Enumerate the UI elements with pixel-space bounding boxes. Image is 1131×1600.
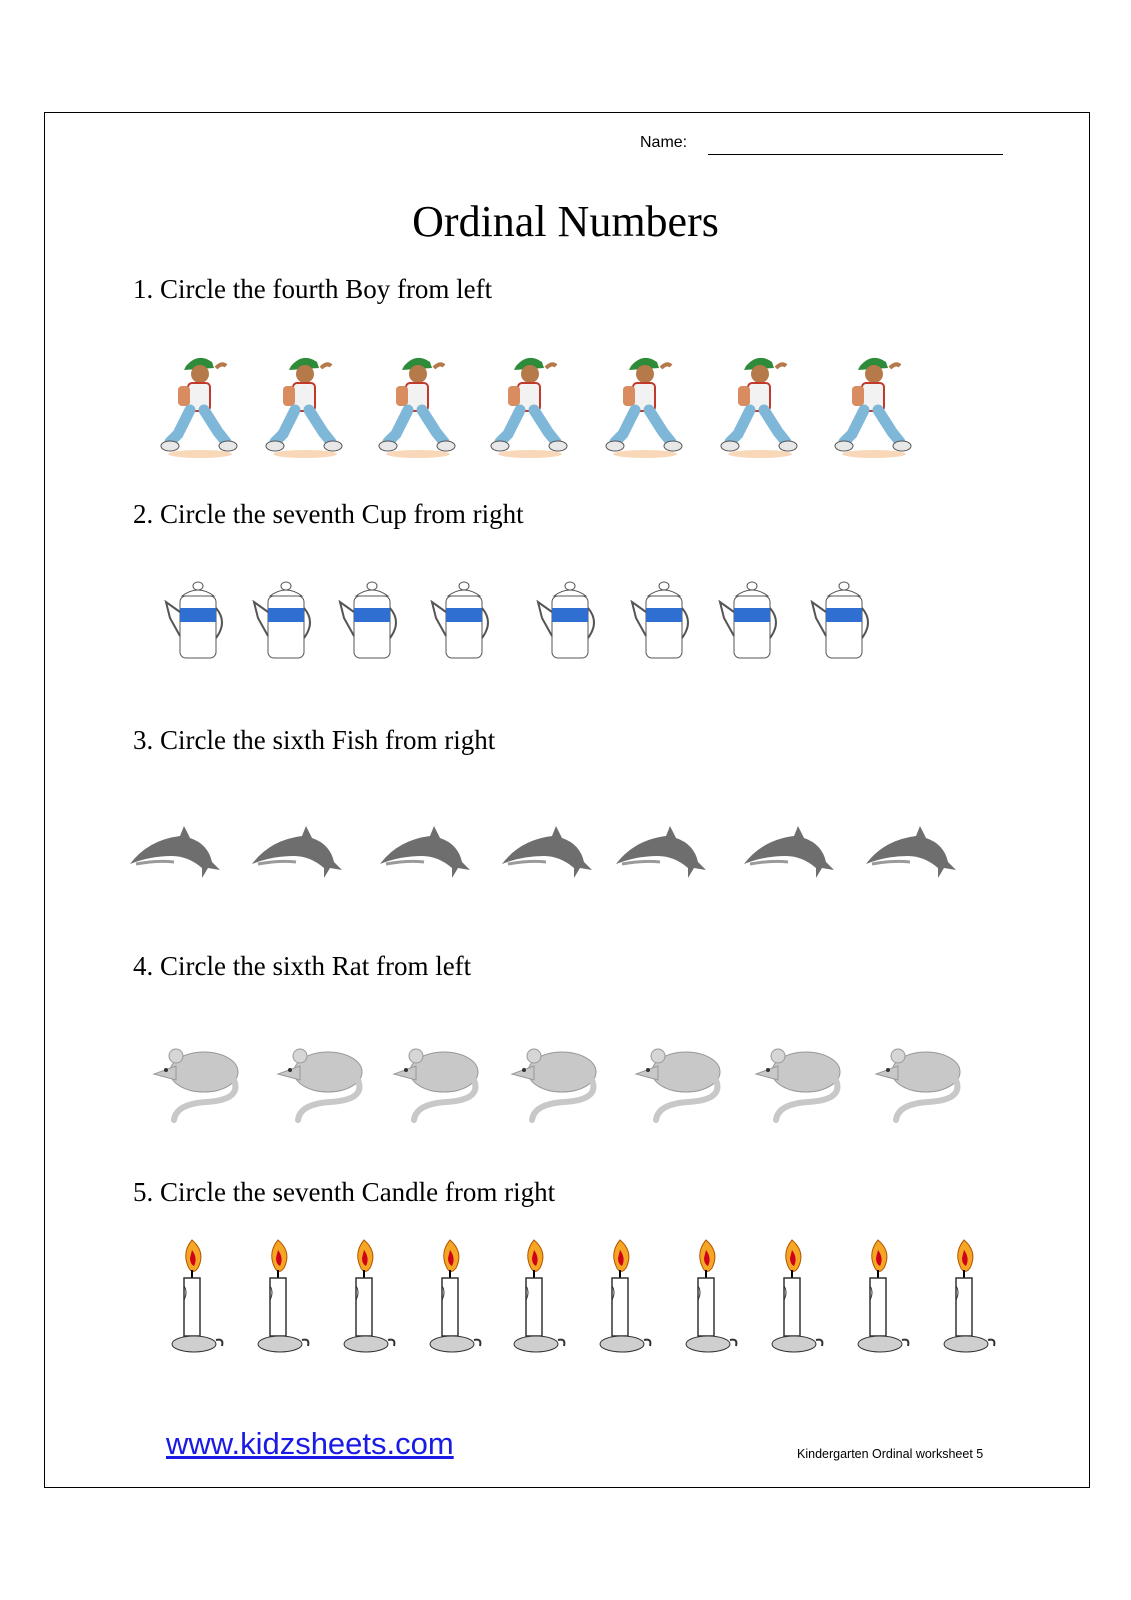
boy-icon[interactable] [265, 350, 345, 465]
dolphin-icon[interactable] [378, 826, 474, 887]
rat-icon[interactable] [504, 1036, 604, 1131]
candle-icon[interactable] [504, 1236, 568, 1367]
teapot-icon[interactable] [246, 578, 316, 673]
boy-icon[interactable] [490, 350, 570, 465]
candle-icon[interactable] [334, 1236, 398, 1367]
rat-icon[interactable] [386, 1036, 486, 1131]
candle-row [0, 1236, 1131, 1366]
teapot-row [0, 578, 1131, 708]
name-label: Name: [640, 134, 688, 151]
boy-icon[interactable] [720, 350, 800, 465]
teapot-icon[interactable] [624, 578, 694, 673]
rat-icon[interactable] [146, 1036, 246, 1131]
candle-icon[interactable] [762, 1236, 826, 1367]
rat-icon[interactable] [748, 1036, 848, 1131]
dolphin-icon[interactable] [500, 826, 596, 887]
candle-icon[interactable] [676, 1236, 740, 1367]
name-field-line[interactable] [708, 154, 1003, 155]
rat-row [0, 1036, 1131, 1166]
question-3: 3. Circle the sixth Fish from right [133, 725, 496, 755]
dolphin-icon[interactable] [250, 826, 346, 887]
boy-icon[interactable] [834, 350, 914, 465]
page-title: Ordinal Numbers [412, 197, 719, 246]
teapot-icon[interactable] [158, 578, 228, 673]
rat-icon[interactable] [628, 1036, 728, 1131]
dolphin-icon[interactable] [614, 826, 710, 887]
candle-icon[interactable] [848, 1236, 912, 1367]
teapot-icon[interactable] [332, 578, 402, 673]
boy-icon[interactable] [378, 350, 458, 465]
boy-row [0, 340, 1131, 470]
candle-icon[interactable] [162, 1236, 226, 1367]
candle-icon[interactable] [420, 1236, 484, 1367]
question-4: 4. Circle the sixth Rat from left [133, 951, 472, 981]
candle-icon[interactable] [248, 1236, 312, 1367]
rat-icon[interactable] [270, 1036, 370, 1131]
question-2: 2. Circle the seventh Cup from right [133, 499, 524, 529]
boy-icon[interactable] [605, 350, 685, 465]
website-link[interactable]: www.kidzsheets.com [166, 1426, 454, 1461]
candle-icon[interactable] [934, 1236, 998, 1367]
dolphin-icon[interactable] [864, 826, 960, 887]
teapot-icon[interactable] [424, 578, 494, 673]
candle-icon[interactable] [590, 1236, 654, 1367]
boy-icon[interactable] [160, 350, 240, 465]
question-5: 5. Circle the seventh Candle from right [133, 1177, 556, 1207]
dolphin-row [0, 826, 1131, 956]
teapot-icon[interactable] [712, 578, 782, 673]
dolphin-icon[interactable] [128, 826, 224, 887]
rat-icon[interactable] [868, 1036, 968, 1131]
worksheet-caption: Kindergarten Ordinal worksheet 5 [797, 1447, 984, 1461]
dolphin-icon[interactable] [742, 826, 838, 887]
teapot-icon[interactable] [804, 578, 874, 673]
teapot-icon[interactable] [530, 578, 600, 673]
question-1: 1. Circle the fourth Boy from left [133, 274, 493, 304]
